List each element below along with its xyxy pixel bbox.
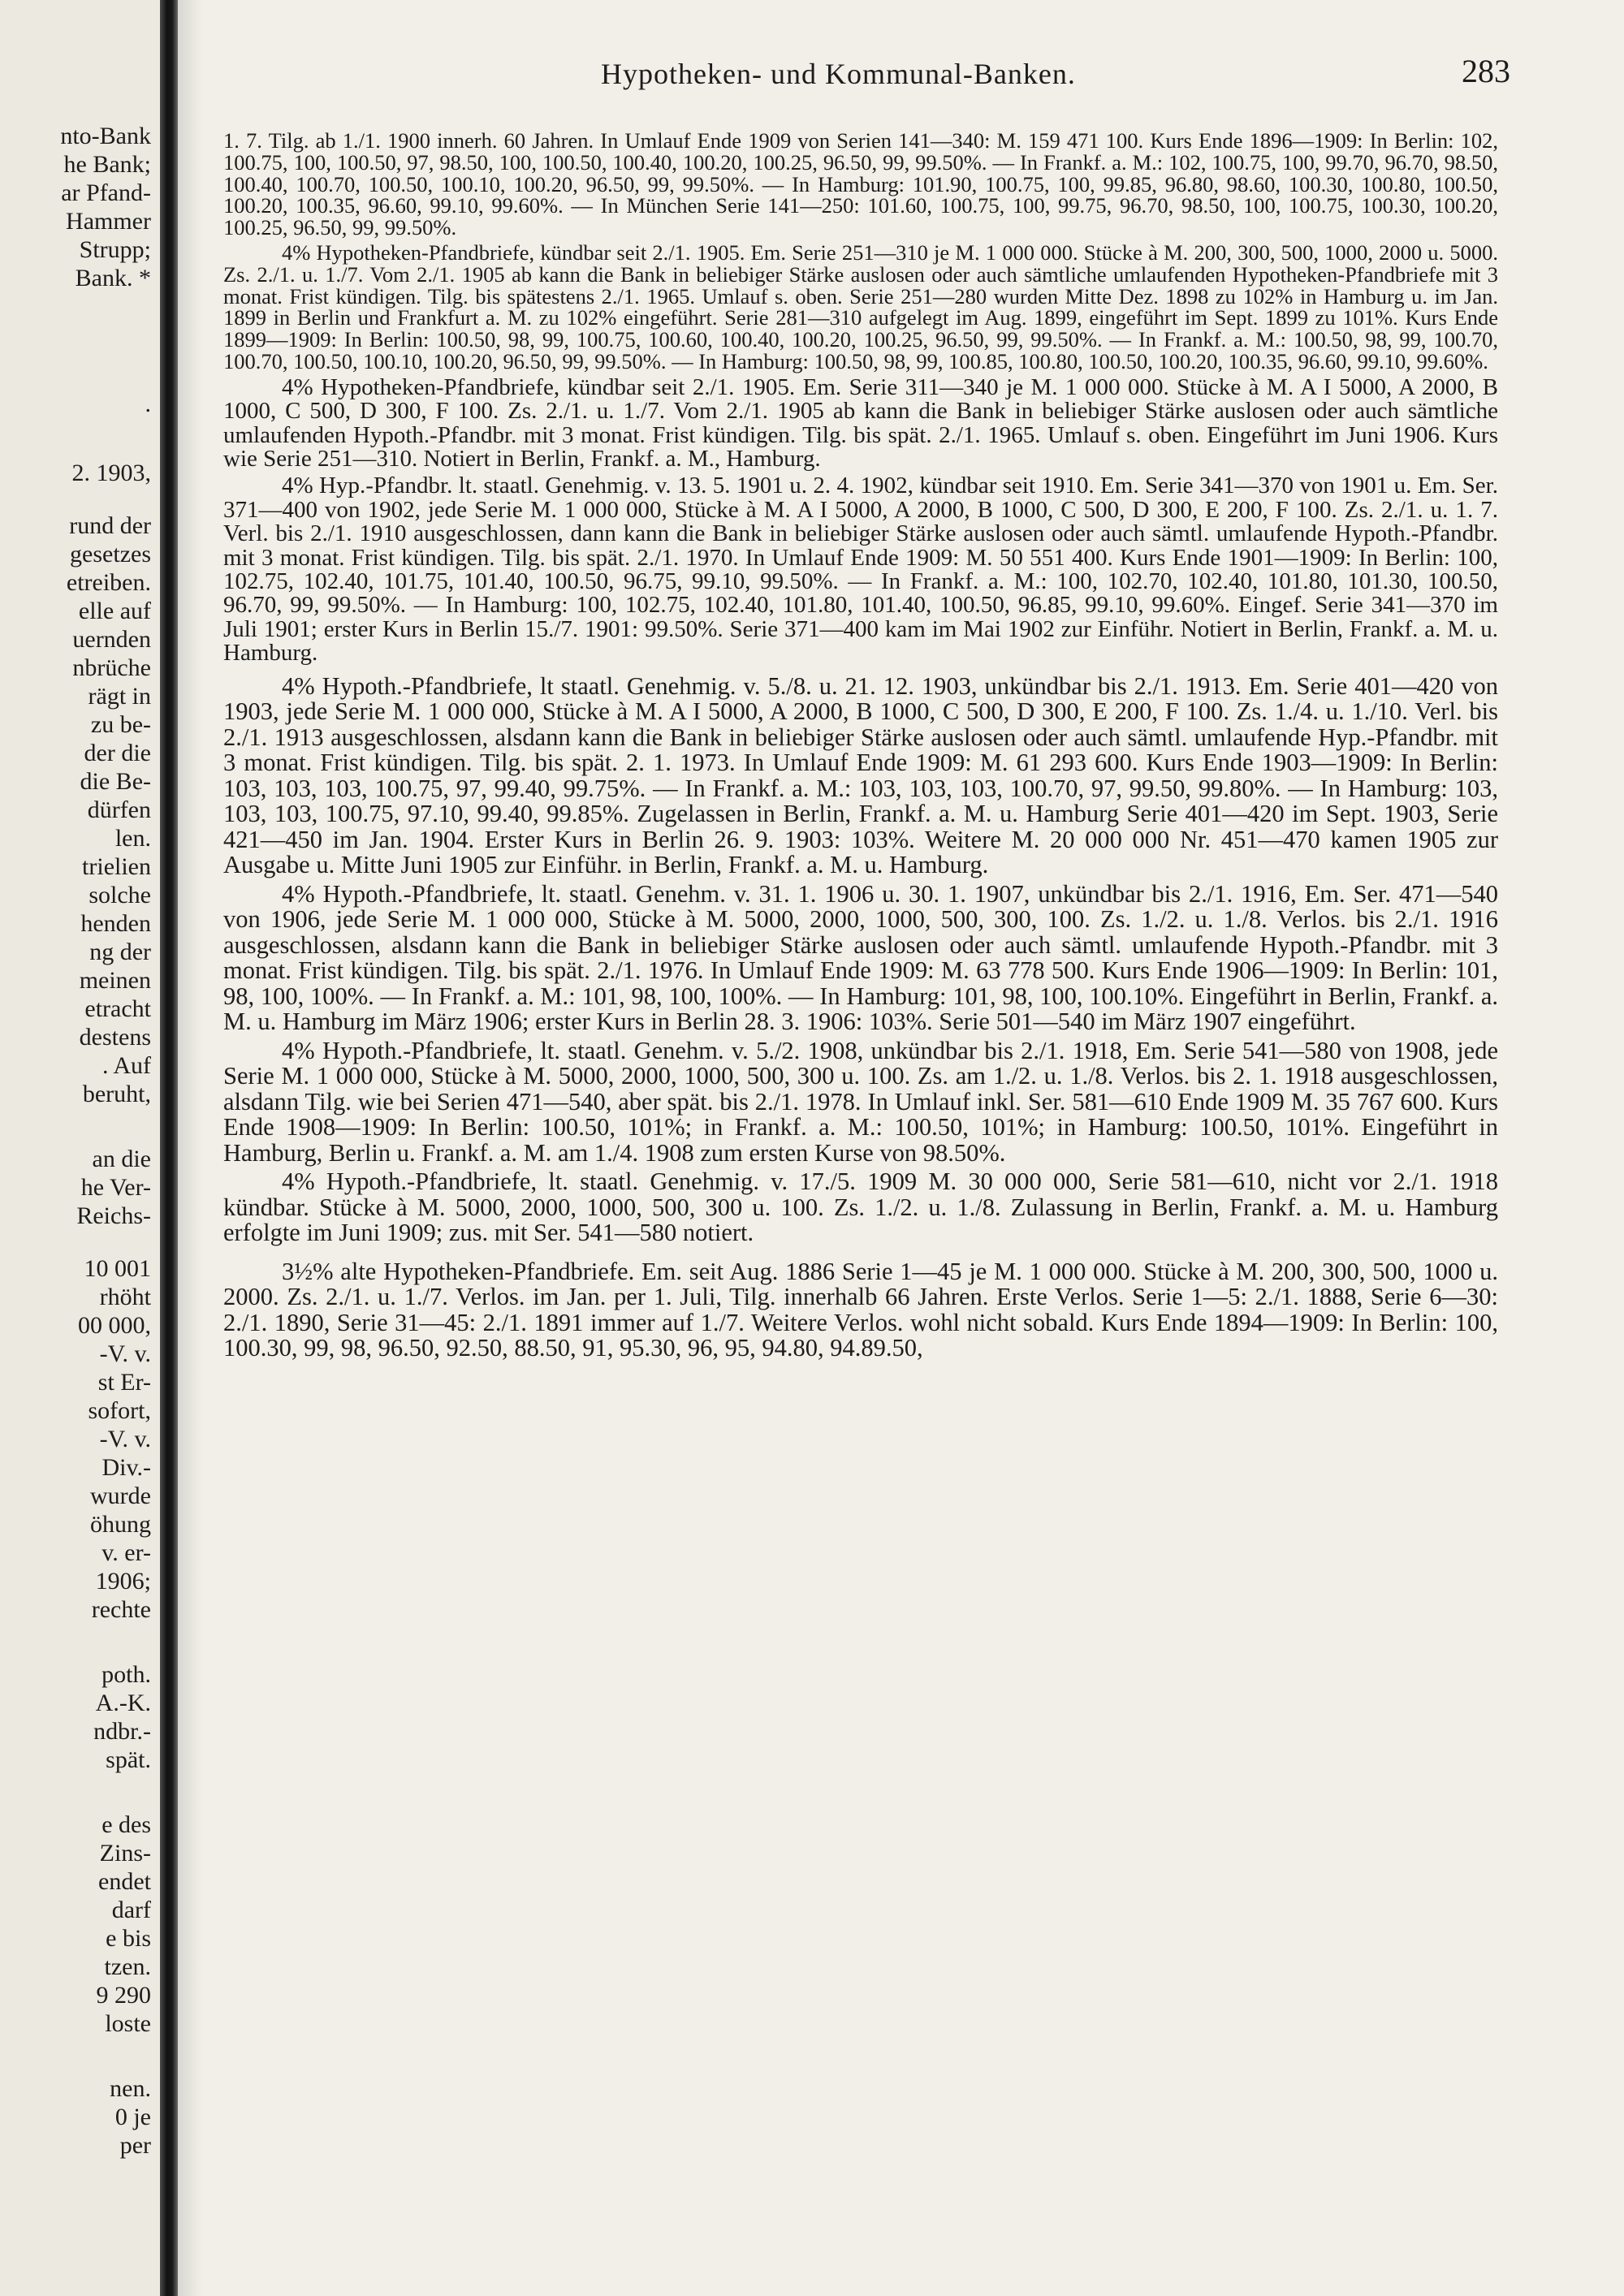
previous-page-fragment: Reichs- [76, 1202, 151, 1229]
previous-page-fragment: etreiben. [66, 569, 151, 596]
previous-page-fragment: v. er- [102, 1539, 151, 1566]
paragraph-series-401-470: 4% Hypoth.-Pfandbriefe, lt staatl. Genehmig. v. 5./8. u. 21. 12. 1903, unkündbar bis 2./1. 1913. Em. Serie 401—420 von 1903, jede Serie M. 1 000 000, Stücke à M. A I 5000, A 2000, B 1000, C 500, D 300, E 200, F 100. Zs. 1./4. u. 1./10. Verl. bis 2./1. 1913 ausgeschlossen, alsdann kann die Bank in beliebiger Stärke auslosen oder auch sämtl. umlaufende Hyp.-Pfandbr. mit 3 monat. Frist kündigen. Tilg. bis spät. 2. 1. 1973. In Umlauf Ende 1909: M. 61 293 600. Kurs Ende 1903—1909: In Berlin: 103, 103, 103, 100.75, 97, 99.40, 99.75%. — In Frankf. a. M.: 103, 103, 103, 100.70, 97, 99.50, 99.80%. — In Hamburg: 103, 103, 103, 100.75, 97.10, 99.40, 99.85%. Zugelassen in Berlin, Frankf. a. M. u. Hamburg Serie 401—420 im Sept. 1903, Serie 421—450 im Jan. 1904. Erster Kurs in Berlin 26. 9. 1903: 103%. Weitere M. 20 000 000 Nr. 451—470 kamen 1905 zur Ausgabe u. Mitte Juni 1905 zur Einführ. in Berlin, Frankf. a. M. u. Hamburg. [223, 671, 1498, 879]
previous-page-fragment: 00 000, [78, 1312, 151, 1339]
paragraph-series-581-610: 4% Hypoth.-Pfandbriefe, lt. staatl. Genehmig. v. 17./5. 1909 M. 30 000 000, Serie 581—610, nicht vor 2./1. 1918 kündbar. Stücke à M. 5000, 2000, 1000, 500, 300 u. 100. Zs. 1./2. u. 1./8. Zulassung in Berlin, Frankf. a. M. u. Hamburg erfolgte im Juni 1909; zus. mit Ser. 541—580 notiert. [223, 1167, 1498, 1247]
previous-page-fragment: uernden [72, 626, 151, 653]
previous-page-fragment: e des [102, 1811, 151, 1838]
previous-page-fragment: endet [98, 1868, 151, 1895]
previous-page-fragment: trielien [82, 853, 151, 880]
body-text [223, 130, 1498, 2273]
previous-page-fragment: Zins- [99, 1840, 151, 1867]
previous-page-fragment: 0 je [114, 2104, 151, 2130]
previous-page-fragment: solche [89, 882, 151, 908]
previous-page-fragment: he Ver- [80, 1174, 151, 1201]
previous-page-margin [0, 0, 162, 2296]
previous-page-fragment: ar Pfand- [61, 179, 151, 206]
previous-page-fragment: 1906; [95, 1568, 151, 1595]
previous-page-fragment: destens [79, 1024, 151, 1051]
running-header: Hypotheken- und Kommunal-Banken. [601, 58, 1076, 90]
previous-page-fragment: len. [114, 825, 151, 852]
previous-page-fragment: rägt in [88, 683, 151, 710]
previous-page-fragment: tzen. [104, 1953, 151, 1980]
page-number: 283 [1462, 53, 1510, 89]
paragraph-series-541-580: 4% Hypoth.-Pfandbriefe, lt. staatl. Genehm. v. 5./2. 1908, unkündbar bis 2./1. 1918, Em. Serie 541—580 von 1908, jede Serie M. 1 000 000, Stücke à M. 5000, 2000, 1000, 500, 300 u. 100. Zs. am 1./2. u. 1./8. Verlos. bis 2. 1. 1918 ausgeschlossen, alsdann Tilg. wie bei Serien 471—540, aber spät. bis 2./1. 1978. In Umlauf inkl. Ser. 581—610 Ende 1909 M. 35 767 600. Kurs Ende 1908—1909: In Berlin: 100.50, 101%; in Frankf. a. M.: 100.50, 101%; in Hamburg: 100.50, 101%. Eingeführt in Hamburg, Berlin u. Frankf. a. M. am 1./4. 1908 zum ersten Kurse von 98.50%. [223, 1036, 1498, 1167]
previous-page-fragment: henden [80, 910, 151, 937]
previous-page-fragment: 9 290 [96, 1982, 151, 2009]
previous-page-fragment: elle auf [78, 598, 151, 624]
book-gutter [160, 0, 178, 2296]
previous-page-fragment: zu be- [90, 711, 151, 738]
previous-page-fragment: wurde [90, 1482, 151, 1509]
previous-page-fragment: . [145, 391, 151, 417]
previous-page-fragment: öhung [90, 1511, 151, 1538]
previous-page-fragment: ng der [89, 939, 151, 965]
previous-page-fragment: an die [92, 1146, 151, 1172]
paragraph-series-471-540: 4% Hypoth.-Pfandbriefe, lt. staatl. Genehm. v. 31. 1. 1906 u. 30. 1. 1907, unkündbar bis 2./1. 1916, Em. Ser. 471—540 von 1906, jede Serie M. 1 000 000, Stücke à M. 5000, 2000, 1000, 500, 300, 100. Zs. 1./2. u. 1./8. Verlos. bis 2./1. 1916 ausgeschlossen, alsdann kann die Bank in beliebiger Stärke auslosen oder auch sämtl. umlaufende Hypoth.-Pfandbr. mit 3 monat. Frist kündigen. Tilg. bis spät. 2./1. 1976. In Umlauf Ende 1909: M. 63 778 500. Kurs Ende 1906—1909: In Berlin: 101, 98, 100, 100%. — In Frankf. a. M.: 101, 98, 100, 100%. — In Hamburg: 101, 98, 100, 100.10%. Eingeführt in Berlin, Frankf. a. M. u. Hamburg im März 1906; erster Kurs in Berlin 28. 3. 1906: 103%. Serie 501—540 im März 1907 eingeführt. [223, 879, 1498, 1036]
previous-page-fragment: ndbr.- [93, 1718, 151, 1745]
previous-page-fragment: loste [105, 2010, 151, 2037]
previous-page-fragment: Bank. * [75, 265, 151, 291]
previous-page-fragment: he Bank; [63, 151, 151, 178]
previous-page-fragment: Div.- [102, 1454, 151, 1481]
previous-page-fragment: poth. [102, 1661, 151, 1688]
previous-page-fragment: 2. 1903, [71, 460, 151, 486]
previous-page-fragment: per [119, 2132, 151, 2159]
previous-page-fragment: rhöht [99, 1284, 151, 1310]
paragraph-series-311-340: 4% Hypotheken-Pfandbriefe, kündbar seit 2./1. 1905. Em. Serie 311—340 je M. 1 000 000. Stücke à M. A I 5000, A 2000, B 1000, C 500, D 300, F 100. Zs. 2./1. u. 1./7. Vom 2./1. 1905 ab kann die Bank in beliebiger Stärke auslosen oder auch sämtliche umlaufenden Hypoth.-Pfandbr. mit 3 monat. Frist kündigen. Tilg. bis spät. 2./1. 1965. Umlauf s. oben. Eingeführt im Juni 1906. Kurs wie Serie 251—310. Notiert in Berlin, Frankf. a. M., Hamburg. [223, 373, 1498, 472]
previous-page-fragment: etracht [84, 995, 151, 1022]
previous-page-fragment: rund der [69, 512, 151, 539]
previous-page-fragment: nto-Bank [60, 123, 151, 149]
previous-page-fragment: der die [84, 740, 151, 766]
previous-page-fragment: e bis [106, 1925, 151, 1952]
previous-page-fragment: sofort, [88, 1397, 151, 1424]
previous-page-fragment: meinen [79, 967, 151, 994]
previous-page-fragment: -V. v. [99, 1340, 151, 1367]
previous-page-fragment: gesetzes [70, 541, 151, 568]
previous-page-fragment: nen. [110, 2075, 151, 2102]
previous-page-fragment: A.-K. [95, 1690, 151, 1716]
paragraph-series-141-340-continued: 1. 7. Tilg. ab 1./1. 1900 innerh. 60 Jahren. In Umlauf Ende 1909 von Serien 141—340: M. 159 471 100. Kurs Ende 1896—1909: In Berlin: 102, 100.75, 100, 100.50, 97, 98.50, 100, 100.50, 100.40, 100.20, 100.25, 96.50, 99, 99.50%. — In Frankf. a. M.: 102, 100.75, 100, 99.70, 96.70, 98.50, 100.40, 100.70, 100.50, 100.10, 100.20, 96.50, 99, 99.50%. — In Hamburg: 101.90, 100.75, 100, 99.85, 96.80, 98.60, 100.30, 100.80, 100.50, 100.20, 100.35, 96.60, 99.10, 99.60%. — In München Serie 141—250: 101.60, 100.75, 100, 99.75, 96.70, 98.50, 100, 100.75, 100.30, 100.20, 100.25, 96.50, 99, 99.50%. [223, 130, 1498, 240]
previous-page-fragment: . Auf [102, 1052, 151, 1079]
previous-page-fragment: rechte [91, 1596, 151, 1623]
paragraph-series-341-400: 4% Hyp.-Pfandbr. lt. staatl. Genehmig. v. 13. 5. 1901 u. 2. 4. 1902, kündbar seit 1910. Em. Serie 341—370 von 1901 u. Em. Ser. 371—400 von 1902, jede Serie M. 1 000 000, Stücke à M. A I 5000, A 2000, B 1000, C 500, D 300, E 200, F 100. Zs. 2./1. u. 1. 7. Verl. bis 2./1. 1910 ausgeschlossen, dann kann die Bank in beliebiger Stärke auslosen oder auch sämtl. umlaufende Hypoth.-Pfandbr. mit 3 monat. Frist kündigen. Tilg. bis spät. 2./1. 1970. In Umlauf Ende 1909: M. 50 551 400. Kurs Ende 1901—1909: In Berlin: 100, 102.75, 102.40, 101.75, 101.40, 100.50, 96.75, 99.10, 99.50%. — In Frankf. a. M.: 100, 102.70, 102.40, 101.80, 101.30, 100.50, 96.70, 99, 99.50%. — In Hamburg: 100, 102.75, 102.40, 101.80, 101.40, 100.50, 96.85, 99.10, 99.60%. Eingef. Serie 341—370 im Juli 1901; erster Kurs in Berlin 15./7. 1901: 99.50%. Serie 371—400 kam im Mai 1902 zur Einführ. Notiert in Berlin, Frankf. a. M. u. Hamburg. [223, 473, 1498, 667]
previous-page-fragment: Strupp; [79, 236, 151, 263]
previous-page-fragment: darf [111, 1897, 151, 1923]
previous-page-fragment: die Be- [80, 768, 151, 795]
paragraph-series-251-310: 4% Hypotheken-Pfandbriefe, kündbar seit 2./1. 1905. Em. Serie 251—310 je M. 1 000 000. Stücke à M. 200, 300, 500, 1000, 2000 u. 5000. Zs. 2./1. u. 1./7. Vom 2./1. 1905 ab kann die Bank in beliebiger Stärke auslosen oder auch sämtliche umlaufenden Hypotheken-Pfandbriefe mit 3 monat. Frist kündigen. Tilg. bis spätestens 2./1. 1965. Umlauf s. oben. Serie 251—280 wurden Mitte Dez. 1898 zu 102% in Hamburg u. im Jan. 1899 in Berlin und Frankfurt a. M. zu 102% eingeführt. Serie 281—310 aufgelegt im Aug. 1899, eingeführt im Sept. 1899 zu 101%. Kurs Ende 1899—1909: In Berlin: 100.50, 98, 99, 100.75, 100.60, 100.40, 100.20, 100.25, 96.50, 99, 99.50%. — In Frankf. a. M.: 100.50, 98, 99, 100.70, 100.70, 100.50, 100.10, 100.20, 96.50, 99, 99.50%. — In Hamburg: 100.50, 98, 99, 100.85, 100.80, 100.50, 100.20, 100.35, 96.60, 99.10, 99.60%. [223, 240, 1498, 373]
previous-page-fragment: nbrüche [72, 654, 151, 681]
previous-page-fragment: spät. [106, 1746, 151, 1773]
previous-page-fragment: st Er- [97, 1369, 151, 1396]
previous-page-fragment: beruht, [82, 1081, 151, 1107]
previous-page-fragment: Hammer [66, 208, 151, 235]
paragraph-old-series-1-45: 3½% alte Hypotheken-Pfandbriefe. Em. seit Aug. 1886 Serie 1—45 je M. 1 000 000. Stücke à M. 200, 300, 500, 1000 u. 2000. Zs. 2./1. u. 1./7. Verlos. im Jan. per 1. Juli, Tilg. innerhalb 66 Jahren. Erste Verlos. Serie 1—5: 2./1. 1888, Serie 6—30: 2./1. 1890, Serie 31—45: 2./1. 1891 immer auf 1./7. Weitere Verlos. wohl nicht sobald. Kurs Ende 1894—1909: In Berlin: 100, 100.30, 99, 98, 96.50, 92.50, 88.50, 91, 95.30, 96, 95, 94.80, 94.89.50, [223, 1257, 1498, 1362]
gutter-shadow [178, 0, 202, 2296]
previous-page-fragment: -V. v. [99, 1426, 151, 1452]
previous-page-fragment: dürfen [87, 796, 151, 823]
previous-page-fragment: 10 001 [84, 1255, 151, 1282]
